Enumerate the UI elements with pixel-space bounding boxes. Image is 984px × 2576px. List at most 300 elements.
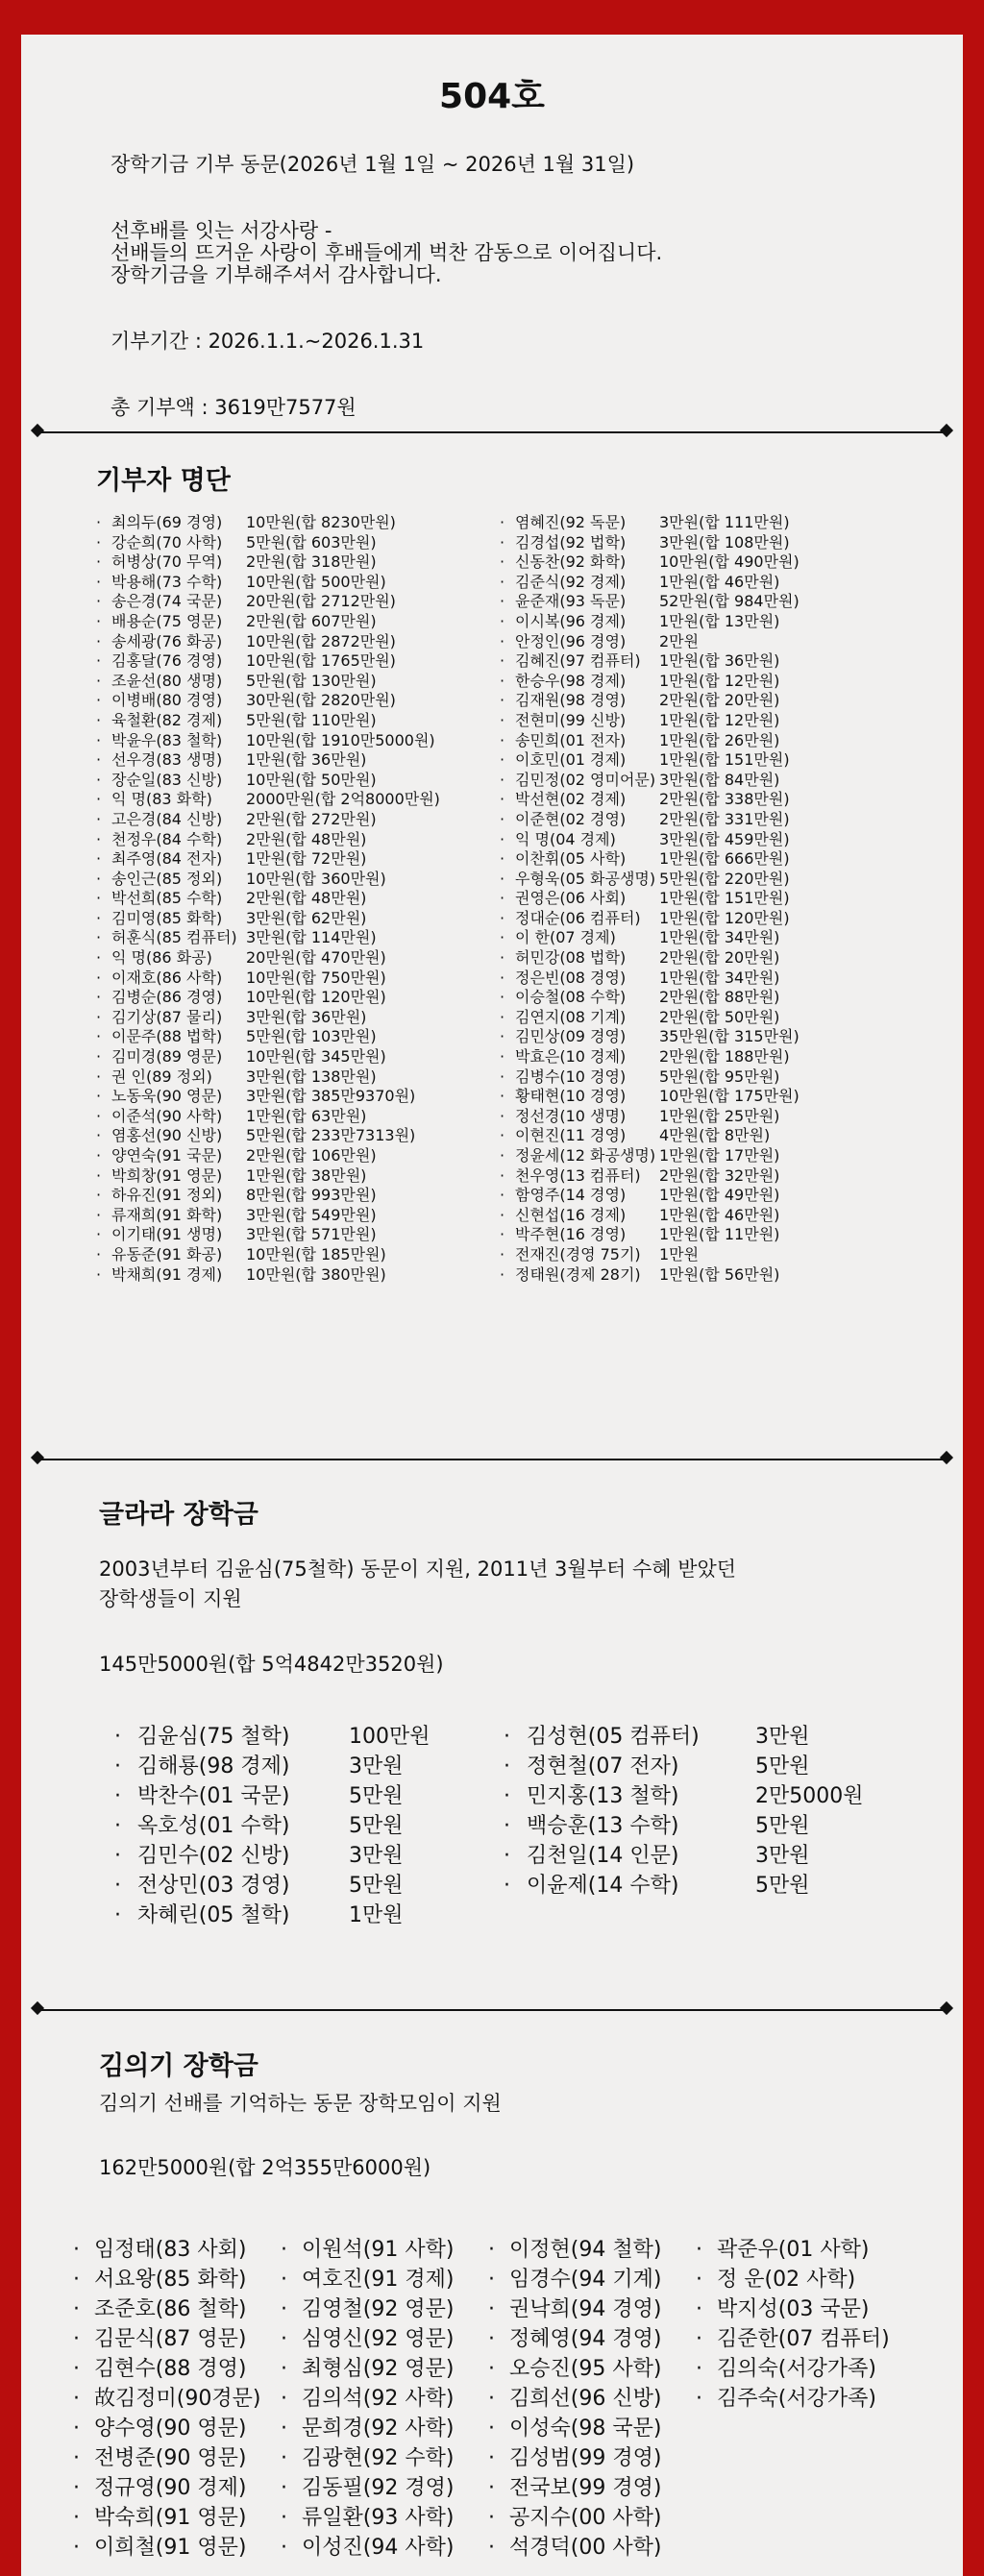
donor-name: 김천일(14 인문)	[527, 1844, 679, 1868]
glala-title: 글라라 장학금	[99, 1500, 258, 1530]
donor-name: 김기상(87 물리)	[111, 1007, 223, 1026]
kimuigi-donor-item: · 김의석(92 사학)	[281, 2384, 454, 2414]
donor-item	[500, 810, 800, 830]
donor-item	[96, 810, 440, 830]
donation-amount: 10만원(합 360만원)	[246, 869, 386, 888]
donation-amount: 3만원(합 571만원)	[246, 1225, 377, 1244]
donation-amount: 1만원(합 666만원)	[659, 849, 790, 869]
donation-amount: 1만원(합 26만원)	[659, 730, 780, 749]
donor-name: 신현섭(16 경제)	[515, 1205, 627, 1224]
donation-amount: 2만원(합 607만원)	[246, 611, 377, 630]
donor-column-right	[500, 513, 800, 1285]
kimuigi-donor-item: · 임정태(83 사회)	[73, 2235, 260, 2265]
donor-name: 익 명(04 경제)	[515, 829, 616, 848]
donor-name: 허병상(70 무역)	[111, 552, 223, 572]
donor-item	[96, 909, 440, 929]
glala-desc-line-1: 2003년부터 김윤심(75철학) 동문이 지원, 2011년 3월부터 수혜 받았던	[99, 1558, 737, 1581]
donor-item	[500, 1107, 800, 1127]
donation-amount: 1만원(합 17만원)	[659, 1146, 780, 1165]
donation-amount: 1만원(합 36만원)	[659, 651, 780, 671]
kimuigi-donor-item: · 여호진(91 경제)	[281, 2265, 454, 2294]
donor-item	[500, 771, 800, 791]
donor-name: 익 명(86 화공)	[111, 948, 212, 968]
donor-name: 강순희(70 사학)	[111, 532, 223, 552]
donation-amount: 2만원	[659, 631, 700, 650]
donor-name: 박찬수(01 국문)	[137, 1784, 290, 1808]
kimuigi-donor-item: · 김광현(92 수학)	[281, 2443, 454, 2473]
donor-item	[96, 1047, 440, 1067]
donation-amount: 2만원(합 331만원)	[659, 809, 790, 828]
donation-amount: 2만원(합 272만원)	[246, 809, 377, 828]
glala-desc-line-2: 장학생들이 지원	[99, 1587, 242, 1610]
donor-item	[96, 969, 440, 989]
donation-amount: 5만원(합 130만원)	[246, 671, 377, 690]
donation-amount: 10만원(합 2872만원)	[246, 631, 396, 650]
donation-amount: 30만원(합 2820만원)	[246, 691, 396, 710]
donor-item	[500, 948, 800, 969]
donor-name: 장순일(83 신방)	[111, 770, 223, 789]
donor-name: 민지홍(13 철학)	[527, 1784, 679, 1808]
donation-amount: 1만원	[349, 1903, 404, 1927]
kimuigi-donor-item: · 김준한(07 컴퓨터)	[696, 2324, 890, 2354]
glala-total: 145만5000원(합 5억4842만3520원)	[99, 1653, 444, 1676]
donor-item	[96, 928, 440, 948]
donor-item	[96, 1126, 440, 1146]
kimuigi-title: 김의기 장학금	[99, 2051, 258, 2081]
donor-item	[500, 830, 800, 850]
donor-name: 전현미(99 신방)	[515, 710, 627, 729]
glala-donor-item	[114, 1871, 430, 1901]
donation-amount: 52만원(합 984만원)	[659, 592, 800, 611]
donor-name: 우형욱(05 화공생명)	[515, 869, 656, 888]
donation-amount: 1만원(합 12만원)	[659, 671, 780, 690]
donor-item	[500, 533, 800, 553]
donation-amount: 3만원(합 549만원)	[246, 1205, 377, 1224]
donor-item	[96, 711, 440, 731]
donors-title: 기부자 명단	[96, 466, 231, 496]
donor-item	[96, 1245, 440, 1265]
kimuigi-donor-item: · 서요왕(85 화학)	[73, 2265, 260, 2294]
kimuigi-column-4	[696, 2235, 890, 2414]
donor-item	[500, 750, 800, 771]
donor-item	[96, 1087, 440, 1107]
kimuigi-donor-item: · 문희경(92 사학)	[281, 2414, 454, 2443]
donation-amount: 4만원(합 8만원)	[659, 1126, 771, 1145]
donor-name: 안정인(96 경영)	[515, 631, 627, 650]
kimuigi-donor-item: · 김현수(88 경영)	[73, 2354, 260, 2384]
divider-1	[38, 431, 946, 433]
donor-name: 이기태(91 생명)	[111, 1225, 223, 1244]
donation-amount: 1만원	[659, 1244, 700, 1263]
kimuigi-donor-item: · 이원석(91 사학)	[281, 2235, 454, 2265]
donation-amount: 3만원(합 36만원)	[246, 1007, 367, 1026]
donor-item	[500, 731, 800, 751]
donation-amount: 3만원	[755, 1844, 810, 1868]
donor-item	[500, 1225, 800, 1245]
donor-name: 천정우(84 수학)	[111, 829, 223, 848]
kimuigi-donor-item: · 이정현(94 철학)	[488, 2235, 661, 2265]
donation-amount: 3만원	[755, 1725, 810, 1749]
donor-item	[500, 573, 800, 593]
kimuigi-donor-item: · 전국보(99 경영)	[488, 2473, 661, 2503]
kimuigi-donor-item: · 김영철(92 영문)	[281, 2294, 454, 2324]
donation-amount: 10만원(합 490만원)	[659, 552, 800, 572]
donation-amount: 5만원	[755, 1754, 810, 1779]
donor-name: 정은빈(08 경영)	[515, 968, 627, 987]
donor-item	[96, 1265, 440, 1286]
donation-amount: 2만원(합 20만원)	[659, 948, 780, 968]
donation-amount: 5만원	[349, 1784, 404, 1808]
donor-item	[96, 1067, 440, 1088]
donor-name: 조윤선(80 생명)	[111, 671, 223, 690]
donor-item	[500, 1146, 800, 1166]
donor-name: 정윤세(12 화공생명)	[515, 1146, 656, 1165]
kimuigi-donor-item: · 故김정미(90경문)	[73, 2384, 260, 2414]
donor-item	[500, 711, 800, 731]
donor-item	[96, 1206, 440, 1226]
donor-name: 류재희(91 화학)	[111, 1205, 223, 1224]
kimuigi-donor-item: · 임경수(94 기계)	[488, 2265, 661, 2294]
donation-amount: 5만원	[755, 1814, 810, 1838]
donor-name: 김홍달(76 경영)	[111, 651, 223, 671]
donor-name: 백승훈(13 수학)	[527, 1814, 679, 1838]
kimuigi-donor-item: · 이성숙(98 국문)	[488, 2414, 661, 2443]
donor-item	[500, 612, 800, 632]
message-line-3: 장학기금을 기부해주셔서 감사합니다.	[111, 263, 442, 286]
donor-item	[96, 1186, 440, 1206]
donor-name: 천우영(13 컴퓨터)	[515, 1165, 641, 1185]
donation-amount: 100만원	[349, 1725, 430, 1749]
donor-name: 노동욱(90 영문)	[111, 1087, 223, 1106]
kimuigi-donor-item: · 조준호(86 철학)	[73, 2294, 260, 2324]
glala-donor-item	[504, 1781, 864, 1811]
donor-name: 정대순(06 컴퓨터)	[515, 908, 641, 927]
kimuigi-total: 162만5000원(합 2억355만6000원)	[99, 2156, 431, 2179]
kimuigi-donor-item: · 오승진(95 사학)	[488, 2354, 661, 2384]
donation-amount: 20만원(합 2712만원)	[246, 592, 396, 611]
donation-amount: 2만5000원	[755, 1784, 864, 1808]
donation-amount: 3만원(합 108만원)	[659, 532, 790, 552]
kimuigi-donor-item: · 정혜영(94 경영)	[488, 2324, 661, 2354]
kimuigi-donor-item: · 석경덕(00 사학)	[488, 2533, 661, 2563]
donation-amount: 3만원(합 84만원)	[659, 770, 780, 789]
donor-name: 김혜진(97 컴퓨터)	[515, 651, 641, 671]
donor-name: 권영은(06 사회)	[515, 889, 627, 908]
donor-item	[500, 988, 800, 1008]
kimuigi-donor-item: · 이성진(94 사학)	[281, 2533, 454, 2563]
donor-item	[500, 1186, 800, 1206]
donor-name: 김병수(10 경영)	[515, 1067, 627, 1086]
donor-name: 배용순(75 영문)	[111, 611, 223, 630]
donor-name: 김준식(92 경제)	[515, 572, 627, 591]
donor-name: 이문주(88 법학)	[111, 1027, 223, 1046]
glala-donor-item	[114, 1722, 430, 1752]
donor-name: 김민정(02 영미어문)	[515, 770, 656, 789]
donor-item	[96, 592, 440, 612]
kimuigi-donor-item: · 김성범(99 경영)	[488, 2443, 661, 2473]
donor-name: 양연숙(91 국문)	[111, 1146, 223, 1165]
glala-column-right	[504, 1722, 864, 1901]
donor-name: 권 인(89 정외)	[111, 1067, 212, 1086]
donor-name: 이병배(80 경영)	[111, 691, 223, 710]
donation-amount: 2만원(합 88만원)	[659, 988, 780, 1007]
kimuigi-donor-item: · 류일환(93 사학)	[281, 2503, 454, 2533]
kimuigi-donor-item: · 김문식(87 영문)	[73, 2324, 260, 2354]
donor-item	[96, 573, 440, 593]
donor-name: 윤준재(93 독문)	[515, 592, 627, 611]
donor-item	[500, 1265, 800, 1286]
donation-amount: 10만원(합 1910만5000원)	[246, 730, 435, 749]
donor-name: 전재진(경영 75기)	[515, 1244, 641, 1263]
donor-name: 김연지(08 기계)	[515, 1007, 627, 1026]
page-title: 504호	[439, 77, 545, 116]
glala-donor-item	[114, 1841, 430, 1871]
donor-name: 이준석(90 사학)	[111, 1106, 223, 1125]
donor-name: 허민강(08 법학)	[515, 948, 627, 968]
donor-name: 이시복(96 경제)	[515, 611, 627, 630]
kimuigi-donor-item: · 김희선(96 신방)	[488, 2384, 661, 2414]
donor-item	[96, 513, 440, 533]
donation-amount: 5만원	[755, 1874, 810, 1898]
donation-amount: 10만원(합 1765만원)	[246, 651, 396, 671]
donation-amount: 3만원(합 111만원)	[659, 513, 790, 531]
donation-amount: 5만원	[349, 1874, 404, 1898]
donation-amount: 20만원(합 470만원)	[246, 948, 386, 968]
donation-amount: 1만원(합 120만원)	[659, 908, 790, 927]
donor-name: 박주현(16 경영)	[515, 1225, 627, 1244]
donor-name: 전상민(03 경영)	[137, 1874, 290, 1898]
donor-item	[500, 672, 800, 692]
donor-item	[500, 651, 800, 672]
donation-amount: 10만원(합 750만원)	[246, 968, 386, 987]
glala-donor-item	[504, 1841, 864, 1871]
donation-amount: 1만원(합 46만원)	[659, 572, 780, 591]
donor-name: 허훈식(85 컴퓨터)	[111, 928, 237, 947]
donation-amount: 10만원(합 345만원)	[246, 1047, 386, 1067]
donor-name: 김미경(89 영문)	[111, 1047, 223, 1067]
donor-name: 박효은(10 경제)	[515, 1047, 627, 1067]
donor-item	[96, 651, 440, 672]
donor-name: 박선희(85 수학)	[111, 889, 223, 908]
donor-item	[96, 632, 440, 652]
donor-name: 옥호성(01 수학)	[137, 1814, 290, 1838]
donor-item	[96, 830, 440, 850]
donation-amount: 3만원	[349, 1844, 404, 1868]
glala-donor-item	[504, 1871, 864, 1901]
donation-amount: 2만원(합 318만원)	[246, 552, 377, 572]
content-sheet	[21, 35, 963, 2576]
donor-item	[96, 1166, 440, 1187]
donor-item	[96, 1146, 440, 1166]
donor-name: 김민수(02 신방)	[137, 1844, 290, 1868]
donor-name: 고은경(84 신방)	[111, 809, 223, 828]
donor-item	[500, 790, 800, 810]
donor-name: 박선현(02 경제)	[515, 790, 627, 809]
donor-item	[96, 771, 440, 791]
donation-amount: 1만원(합 36만원)	[246, 750, 367, 770]
donor-name: 송세광(76 화공)	[111, 631, 223, 650]
donation-amount: 1만원(합 46만원)	[659, 1205, 780, 1224]
donation-amount: 1만원(합 11만원)	[659, 1225, 780, 1244]
donation-amount: 5만원	[349, 1814, 404, 1838]
donation-amount: 3만원(합 138만원)	[246, 1067, 377, 1086]
donation-amount: 1만원(합 13만원)	[659, 611, 780, 630]
donor-item	[96, 948, 440, 969]
donor-item	[96, 870, 440, 890]
donation-amount: 5만원(합 95만원)	[659, 1067, 780, 1086]
donor-item	[500, 889, 800, 909]
donor-name: 김민상(09 경영)	[515, 1027, 627, 1046]
donor-name: 유동준(91 화공)	[111, 1244, 223, 1263]
donation-amount: 1만원(합 34만원)	[659, 968, 780, 987]
donation-amount: 1만원(합 25만원)	[659, 1106, 780, 1125]
donor-name: 신동찬(92 화학)	[515, 552, 627, 572]
donation-amount: 10만원(합 380만원)	[246, 1264, 386, 1284]
donor-name: 이호민(01 경제)	[515, 750, 627, 770]
donation-amount: 1만원(합 49만원)	[659, 1186, 780, 1205]
donor-name: 한승우(98 경제)	[515, 671, 627, 690]
donation-amount: 3만원(합 459만원)	[659, 829, 790, 848]
donor-name: 송민희(01 전자)	[515, 730, 627, 749]
intro-block	[111, 154, 963, 419]
donor-item	[500, 909, 800, 929]
donor-name: 육철환(82 경제)	[111, 710, 223, 729]
donor-name: 김병순(86 경영)	[111, 988, 223, 1007]
donor-name: 정선경(10 생명)	[515, 1106, 627, 1125]
kimuigi-column-1	[73, 2235, 260, 2563]
kimuigi-donor-item: · 권낙희(94 경영)	[488, 2294, 661, 2324]
donor-name: 함영주(14 경영)	[515, 1186, 627, 1205]
donation-amount: 3만원(합 114만원)	[246, 928, 377, 947]
donor-item	[96, 750, 440, 771]
donation-amount: 2만원(합 32만원)	[659, 1165, 780, 1185]
donor-item	[500, 1245, 800, 1265]
donor-name: 송인근(85 정외)	[111, 869, 223, 888]
donor-name: 이찬휘(05 사학)	[515, 849, 627, 869]
donor-name: 송은경(74 국문)	[111, 592, 223, 611]
donor-item	[500, 552, 800, 573]
kimuigi-donor-item: · 김주숙(서강가족)	[696, 2384, 890, 2414]
donation-amount: 1만원(합 63만원)	[246, 1106, 367, 1125]
donor-name: 이승철(08 수학)	[515, 988, 627, 1007]
donation-amount: 2만원(합 20만원)	[659, 691, 780, 710]
donor-item	[500, 969, 800, 989]
donation-amount: 1만원(합 151만원)	[659, 750, 790, 770]
donor-item	[500, 1067, 800, 1088]
donation-amount: 5만원(합 103만원)	[246, 1027, 377, 1046]
donor-name: 하유진(91 정외)	[111, 1186, 223, 1205]
donation-amount: 1만원(합 38만원)	[246, 1165, 367, 1185]
glala-donor-item	[114, 1811, 430, 1841]
kimuigi-description: 김의기 선배를 기억하는 동문 장학모임이 지원	[99, 2092, 502, 2115]
donation-amount: 2000만원(합 2억8000만원)	[246, 790, 440, 809]
glala-donor-item	[114, 1752, 430, 1781]
donation-amount: 35만원(합 315만원)	[659, 1027, 800, 1046]
donor-item	[96, 691, 440, 711]
donation-amount: 1만원(합 56만원)	[659, 1264, 780, 1284]
donor-name: 정현철(07 전자)	[527, 1754, 679, 1779]
kimuigi-column-3	[488, 2235, 661, 2563]
kimuigi-donor-item: · 김의숙(서강가족)	[696, 2354, 890, 2384]
donation-amount: 5만원(합 603만원)	[246, 532, 377, 552]
donor-name: 김성현(05 컴퓨터)	[527, 1725, 700, 1749]
kimuigi-donor-item: · 정 운(02 사학)	[696, 2265, 890, 2294]
campaign-title: 장학기금 기부 동문(2026년 1월 1일 ~ 2026년 1월 31일)	[111, 153, 635, 176]
donation-amount: 3만원(합 385만9370원)	[246, 1087, 416, 1106]
glala-donor-item	[504, 1722, 864, 1752]
glala-donor-item	[114, 1901, 430, 1930]
donor-name: 박윤우(83 철학)	[111, 730, 223, 749]
glala-donor-item	[114, 1781, 430, 1811]
donor-column-left	[96, 513, 440, 1285]
donation-amount: 10만원(합 500만원)	[246, 572, 386, 591]
donation-amount: 10만원(합 50만원)	[246, 770, 377, 789]
donor-name: 최주영(84 전자)	[111, 849, 223, 869]
kimuigi-donor-item: · 박지성(03 국문)	[696, 2294, 890, 2324]
donor-item	[96, 612, 440, 632]
donor-item	[500, 1087, 800, 1107]
kimuigi-donor-item: · 정규영(90 경제)	[73, 2473, 260, 2503]
glala-column-left	[114, 1722, 430, 1930]
divider-2	[38, 1459, 946, 1460]
donor-item	[96, 1107, 440, 1127]
kimuigi-donor-item: · 공지수(00 사학)	[488, 2503, 661, 2533]
donor-item	[96, 672, 440, 692]
donor-name: 이현진(11 경영)	[515, 1126, 627, 1145]
donor-name: 차혜린(05 철학)	[137, 1903, 290, 1927]
donation-period: 기부기간 : 2026.1.1.~2026.1.31	[111, 330, 425, 353]
donation-amount: 2만원(합 50만원)	[659, 1007, 780, 1026]
donor-item	[500, 1206, 800, 1226]
donor-name: 이 한(07 경제)	[515, 928, 616, 947]
donor-item	[500, 928, 800, 948]
donor-name: 박희창(91 영문)	[111, 1165, 223, 1185]
donor-name: 김해룡(98 경제)	[137, 1754, 290, 1779]
donor-name: 김미영(85 화학)	[111, 908, 223, 927]
donor-name: 이준현(02 경영)	[515, 809, 627, 828]
kimuigi-donor-item: · 박숙희(91 영문)	[73, 2503, 260, 2533]
donor-item	[96, 1225, 440, 1245]
donor-item	[96, 1008, 440, 1028]
donor-name: 김재원(98 경영)	[515, 691, 627, 710]
donation-amount: 2만원(합 48만원)	[246, 829, 367, 848]
donation-amount: 3만원	[349, 1754, 404, 1779]
donor-item	[500, 1166, 800, 1187]
donation-amount: 1만원(합 151만원)	[659, 889, 790, 908]
donation-amount: 10만원(합 175만원)	[659, 1087, 800, 1106]
kimuigi-donor-item: · 이희철(91 영문)	[73, 2533, 260, 2563]
donation-amount: 1만원(합 34만원)	[659, 928, 780, 947]
donor-name: 박용해(73 수학)	[111, 572, 223, 591]
donor-name: 최의두(69 경영)	[111, 513, 223, 531]
donor-name: 염홍선(90 신방)	[111, 1126, 223, 1145]
donation-amount: 2만원(합 106만원)	[246, 1146, 377, 1165]
kimuigi-donor-item: · 최형심(92 영문)	[281, 2354, 454, 2384]
donation-amount: 1만원(합 72만원)	[246, 849, 367, 869]
glala-description	[99, 1555, 736, 1614]
donor-item	[500, 1047, 800, 1067]
donor-name: 익 명(83 화학)	[111, 790, 212, 809]
donor-item	[500, 632, 800, 652]
donor-item	[96, 1027, 440, 1047]
donor-item	[500, 849, 800, 870]
donation-amount: 10만원(합 120만원)	[246, 988, 386, 1007]
donor-item	[96, 552, 440, 573]
kimuigi-column-2	[281, 2235, 454, 2563]
donation-amount: 2만원(합 338만원)	[659, 790, 790, 809]
donor-item	[500, 513, 800, 533]
donation-amount: 2만원(합 188만원)	[659, 1047, 790, 1067]
